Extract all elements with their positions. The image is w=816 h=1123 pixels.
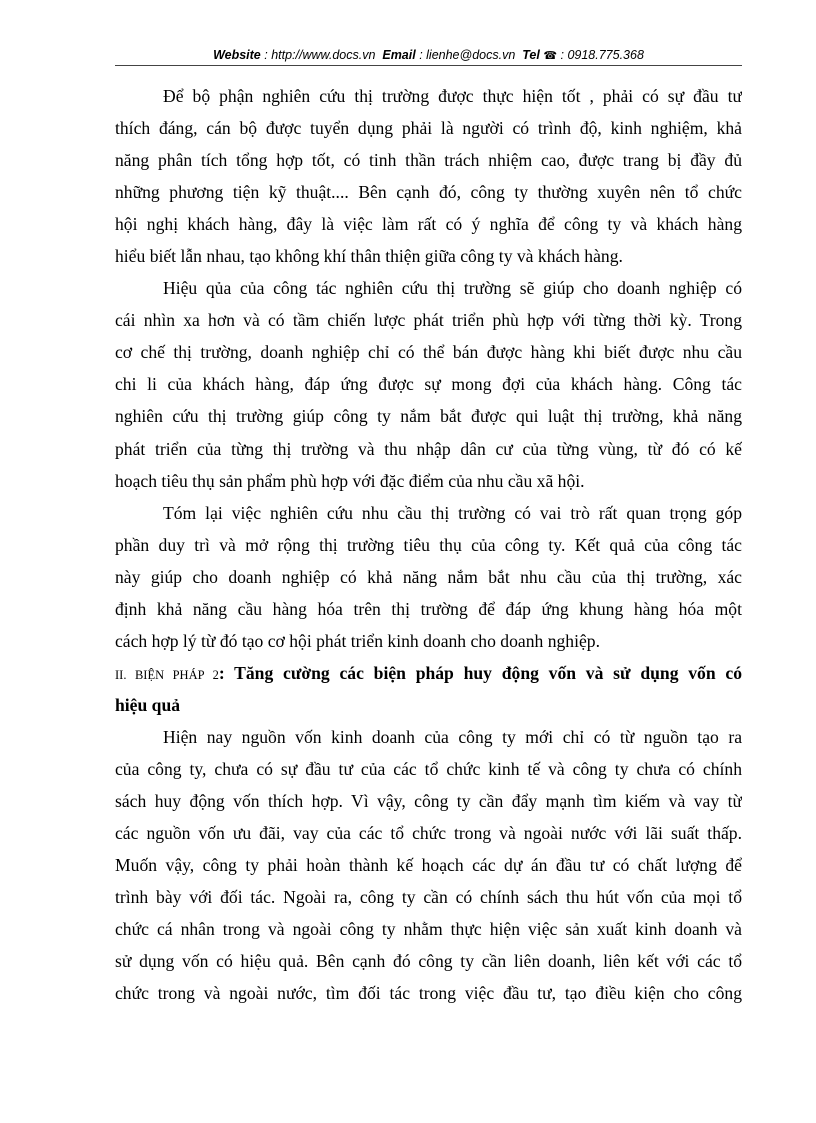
paragraph-line: Hiện nay nguồn vốn kinh doanh của công ty mới chỉ có từ nguồn tạo ra <box>163 726 742 747</box>
section-title-continuation: hiệu quả <box>115 694 181 715</box>
paragraph-summary <box>115 497 742 657</box>
paragraph-line: sử dụng vốn có hiệu quả. Bên cạnh đó công ty cần liên doanh, liên kết với các tổ <box>115 951 742 972</box>
paragraph-research-effectiveness <box>115 272 742 496</box>
paragraph-line: nghiên cứu thị trường giúp công ty nắm bắt được qui luật thị trường, khả năng <box>115 406 742 427</box>
section-label: II. BIỆN PHÁP 2 <box>115 667 219 682</box>
email-separator: : <box>415 48 427 62</box>
paragraph-line: sách huy động vốn thích hợp. Vì vậy, công ty cần đẩy mạnh tìm kiếm và vay từ <box>115 791 742 812</box>
paragraph-line: hoạch tiêu thụ sản phẩm phù hợp với đặc điểm của nhu cầu xã hội. <box>115 470 585 491</box>
paragraph-line: cách hợp lý từ đó tạo cơ hội phát triển kinh doanh cho doanh nghiệp. <box>115 630 600 651</box>
paragraph-line: thích đáng, cán bộ được tuyển dụng phải là người có trình độ, kinh nghiệm, khả <box>115 118 742 139</box>
paragraph-line: Tóm lại việc nghiên cứu nhu cầu thị trường có vai trò rất quan trọng góp <box>163 502 742 523</box>
paragraph-line: năng phân tích tổng hợp tốt, có tinh thần trách nhiệm cao, được trang bị đầy đủ <box>115 150 742 171</box>
paragraph-line: định khả năng cầu hàng hóa trên thị trường để đáp ứng khung hàng hóa một <box>115 598 742 619</box>
paragraph-line: chức trong và ngoài nước, tìm đối tác trong việc đầu tư, tạo điều kiện cho công <box>115 983 742 1004</box>
paragraph-line: phần duy trì và mở rộng thị trường tiêu thụ của công ty. Kết quả của công tác <box>115 534 742 555</box>
phone-icon: ☎ <box>543 50 558 62</box>
paragraph-line: hội nghị khách hàng, đây là việc làm rất có ý nghĩa để công ty và khách hàng <box>115 214 742 235</box>
paragraph-line: này giúp cho doanh nghiệp có khả năng nắm bắt nhu cầu của thị trường, xác <box>115 566 742 587</box>
tel-separator: : <box>557 48 568 62</box>
paragraph-line: những phương tiện kỹ thuật.... Bên cạnh đó, công ty thường xuyên nên tổ chức <box>115 182 742 203</box>
paragraph-line: các nguồn vốn ưu đãi, vay của các tổ chức trong và ngoài nước với lãi suất thấp. <box>115 823 742 844</box>
paragraph-research-investment <box>115 80 742 272</box>
website-label: Website <box>213 48 261 62</box>
paragraph-line: cơ chế thị trường, doanh nghiệp chỉ có thể bán được hàng khi biết được nhu cầu <box>115 342 742 363</box>
section-heading <box>115 657 742 721</box>
website-url[interactable]: http://www.docs.vn <box>271 48 376 62</box>
paragraph-line: Muốn vậy, công ty phải hoàn thành kế hoạch các dự án đầu tư có chất lượng để <box>115 855 742 876</box>
page-header <box>115 47 742 66</box>
tel-label: Tel <box>522 48 540 62</box>
paragraph-line: cái nhìn xa hơn và có tầm chiến lược phát triển phù hợp với từng thời kỳ. Trong <box>115 310 742 331</box>
paragraph-line: của công ty, chưa có sự đầu tư của các tổ chức kinh tế và công ty chưa có chính <box>115 758 742 779</box>
paragraph-line: hiểu biết lẫn nhau, tạo không khí thân thiện giữa công ty và khách hàng. <box>115 246 623 267</box>
paragraph-line: trình bày với đối tác. Ngoài ra, công ty cần có chính sách thu hút vốn của mọi tổ <box>115 887 742 908</box>
section-title: : Tăng cường các biện pháp huy động vốn và sử dụng vốn có <box>218 662 742 683</box>
paragraph-line: chức cá nhân trong và ngoài công ty nhằm thực hiện việc sản xuất kinh doanh và <box>115 919 742 940</box>
document-body <box>115 80 742 1009</box>
paragraph-line: Để bộ phận nghiên cứu thị trường được thực hiện tốt , phải có sự đầu tư <box>163 86 742 106</box>
paragraph-line: phát triển của từng thị trường và thu nhập dân cư của từng vùng, từ đó có kế <box>115 438 742 459</box>
paragraph-line: chi li của khách hàng, đáp ứng được sự mong đợi của khách hàng. Công tác <box>115 374 742 395</box>
email-address[interactable]: lienhe@docs.vn <box>426 48 516 62</box>
section-heading-line <box>115 657 742 689</box>
website-separator: : <box>260 48 272 62</box>
tel-number: 0918.775.368 <box>567 48 644 62</box>
email-label: Email <box>382 48 416 62</box>
paragraph-line: Hiệu qủa của công tác nghiên cứu thị trường sẽ giúp cho doanh nghiệp có <box>163 278 742 299</box>
paragraph-capital-mobilization <box>115 721 742 1009</box>
